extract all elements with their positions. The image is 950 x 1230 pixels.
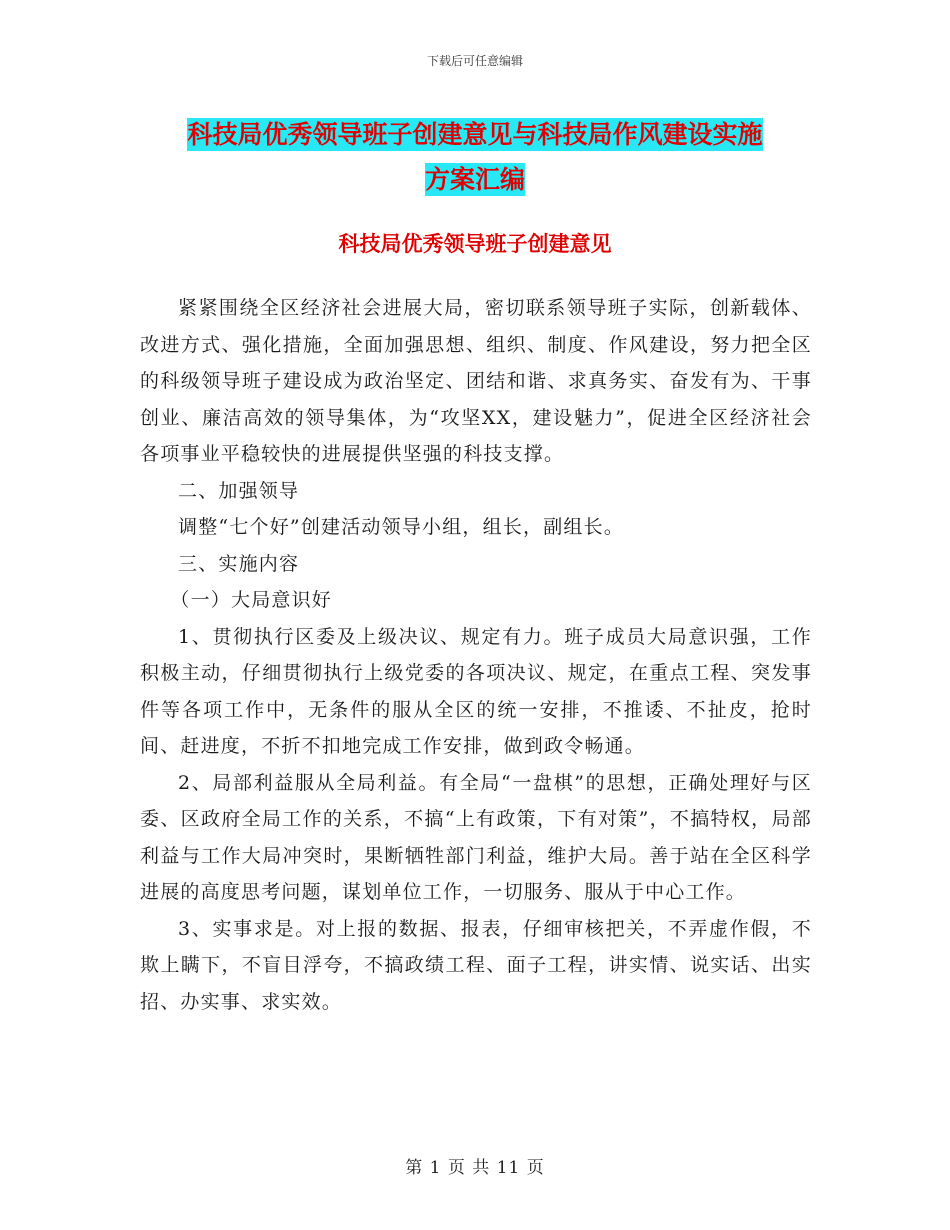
paragraph-item-2: 2、局部利益服从全局利益。有全局“一盘棋”的思想，正确处理好与区委、区政府全局工作的关系，不搞“上有政策，下有对策”，不搞特权，局部利益与工作大局冲突时，果断牺牲部门利益，维护大局。善于站在全区科学进展的高度思考问题，谋划单位工作，一切服务、服从于中心工作。 <box>140 771 812 903</box>
paragraph-item-3: 3、实事求是。对上报的数据、报表，仔细审核把关，不弄虚作假，不欺上瞒下，不盲目浮夸，不搞政绩工程、面子工程，讲实情、说实话、出实招、办实事、求实效。 <box>140 917 812 1013</box>
title-line-1: 科技局优秀领导班子创建意见与科技局作风建设实施 <box>187 120 763 149</box>
section-title: 科技局优秀领导班子创建意见 <box>338 231 612 256</box>
paragraph-intro: 紧紧围绕全区经济社会进展大局，密切联系领导班子实际，创新载体、改进方式、强化措施，全面加强思想、组织、制度、作风建设，努力把全区的科级领导班子建设成为政治坚定、团结和谐、求真务实、奋发有为、干事创业、廉洁高效的领导集体，为“攻坚XX，建设魅力”，促进全区经济社会各项事业平稳较快的进展提供坚强的科技支撑。 <box>140 297 812 465</box>
paragraph-heading-content: 三、实施内容 <box>178 552 300 575</box>
paragraph-item-1: 1、贯彻执行区委及上级决议、规定有力。班子成员大局意识强，工作积极主动，仔细贯彻执行上级党委的各项决议、规定，在重点工程、突发事件等各项工作中，无条件的服从全区的统一安排，不推诿、不扯皮，抢时间、赶进度，不折不扣地完成工作安排，做到政令畅通。 <box>140 625 812 757</box>
title-line-2: 方案汇编 <box>424 165 525 194</box>
document-title <box>0 112 950 202</box>
paragraph-heading-leadership: 二、加强领导 <box>178 479 300 502</box>
body-text <box>140 290 812 1020</box>
header-note: 下载后可任意编辑 <box>426 54 523 68</box>
page-number: 第 1 页 共 11 页 <box>405 1158 545 1178</box>
paragraph-leadership-group: 调整“七个好”创建活动领导小组，组长，副组长。 <box>178 516 625 538</box>
paragraph-subheading-overall: （一）大局意识好 <box>170 589 332 611</box>
